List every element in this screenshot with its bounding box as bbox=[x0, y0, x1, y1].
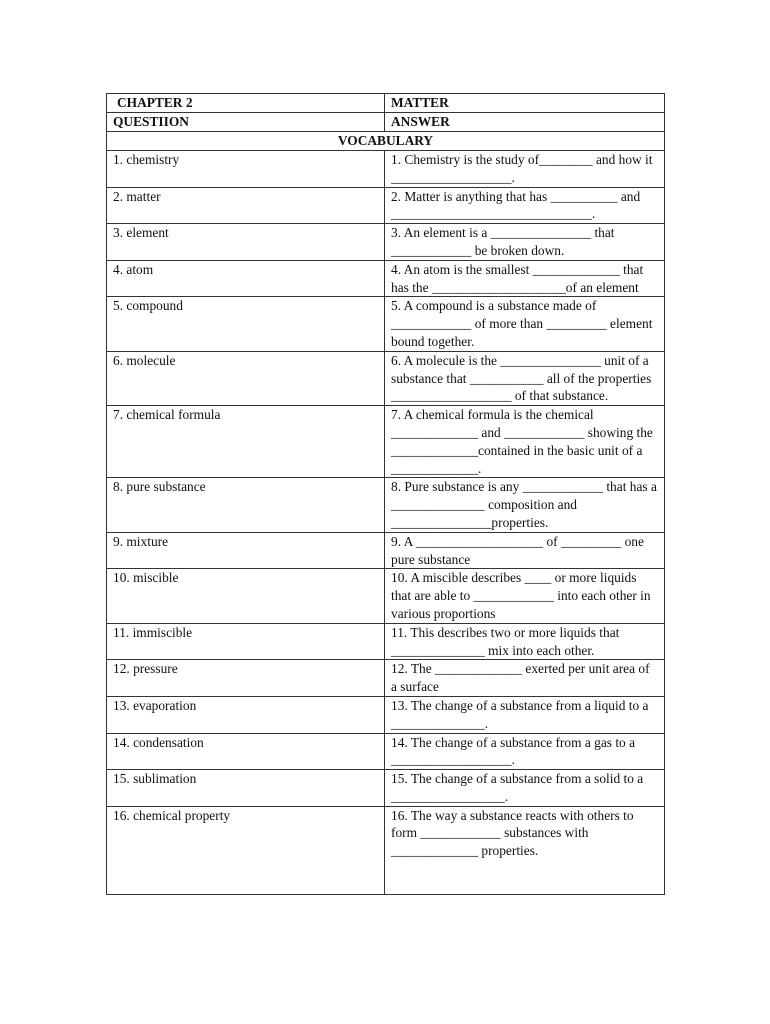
definition-cell: 1. Chemistry is the study of________ and how it __________________. bbox=[385, 151, 665, 188]
section-row bbox=[107, 132, 665, 151]
term-cell: 7. chemical formula bbox=[107, 406, 385, 478]
term-cell: 6. molecule bbox=[107, 351, 385, 405]
question-column-header: QUESTIION bbox=[107, 113, 385, 132]
table-row bbox=[107, 660, 665, 697]
table-row bbox=[107, 151, 665, 188]
table-row bbox=[107, 260, 665, 297]
term-cell: 5. compound bbox=[107, 297, 385, 351]
term-cell: 3. element bbox=[107, 224, 385, 261]
term-cell: 11. immiscible bbox=[107, 623, 385, 660]
definition-cell: 13. The change of a substance from a liquid to a ______________. bbox=[385, 696, 665, 733]
definition-cell: 6. A molecule is the _______________ unit of a substance that ___________ all of the properties __________________ of that substance. bbox=[385, 351, 665, 405]
table-row bbox=[107, 623, 665, 660]
definition-cell: 10. A miscible describes ____ or more liquids that are able to ____________ into each other in various proportions bbox=[385, 569, 665, 623]
term-cell: 8. pure substance bbox=[107, 478, 385, 532]
answer-column-header: ANSWER bbox=[385, 113, 665, 132]
table-row bbox=[107, 224, 665, 261]
table-row bbox=[107, 569, 665, 623]
definition-cell: 4. An atom is the smallest _____________ that has the ____________________of an element bbox=[385, 260, 665, 297]
chapter-title: CHAPTER 2 bbox=[107, 94, 385, 113]
definition-cell: 2. Matter is anything that has __________ and ______________________________. bbox=[385, 187, 665, 224]
table-row bbox=[107, 733, 665, 770]
table-row bbox=[107, 406, 665, 478]
definition-cell: 7. A chemical formula is the chemical _____________ and ____________ showing the _____________contained in the basic unit of a _____________. bbox=[385, 406, 665, 478]
definition-cell: 16. The way a substance reacts with others to form ____________ substances with _____________ properties. bbox=[385, 806, 665, 894]
term-cell: 15. sublimation bbox=[107, 770, 385, 807]
table-row bbox=[107, 297, 665, 351]
table-row bbox=[107, 696, 665, 733]
term-cell: 13. evaporation bbox=[107, 696, 385, 733]
vocabulary-table bbox=[106, 93, 665, 895]
definition-cell: 9. A ___________________ of _________ one pure substance bbox=[385, 532, 665, 569]
term-cell: 2. matter bbox=[107, 187, 385, 224]
term-cell: 1. chemistry bbox=[107, 151, 385, 188]
term-cell: 16. chemical property bbox=[107, 806, 385, 894]
term-cell: 12. pressure bbox=[107, 660, 385, 697]
table-row bbox=[107, 770, 665, 807]
header-row-chapter bbox=[107, 94, 665, 113]
term-cell: 14. condensation bbox=[107, 733, 385, 770]
term-cell: 10. miscible bbox=[107, 569, 385, 623]
term-cell: 9. mixture bbox=[107, 532, 385, 569]
table-row bbox=[107, 351, 665, 405]
definition-cell: 8. Pure substance is any ____________ that has a ______________ composition and _______________properties. bbox=[385, 478, 665, 532]
table-row bbox=[107, 806, 665, 894]
table-row bbox=[107, 187, 665, 224]
table-row bbox=[107, 478, 665, 532]
definition-cell: 3. An element is a _______________ that ____________ be broken down. bbox=[385, 224, 665, 261]
header-row-columns bbox=[107, 113, 665, 132]
section-title: VOCABULARY bbox=[107, 132, 665, 151]
definition-cell: 5. A compound is a substance made of ____________ of more than _________ element bound together. bbox=[385, 297, 665, 351]
table-row bbox=[107, 532, 665, 569]
definition-cell: 15. The change of a substance from a solid to a _________________. bbox=[385, 770, 665, 807]
definition-cell: 11. This describes two or more liquids that ______________ mix into each other. bbox=[385, 623, 665, 660]
term-cell: 4. atom bbox=[107, 260, 385, 297]
definition-cell: 14. The change of a substance from a gas to a __________________. bbox=[385, 733, 665, 770]
definition-cell: 12. The _____________ exerted per unit area of a surface bbox=[385, 660, 665, 697]
topic-title: MATTER bbox=[385, 94, 665, 113]
